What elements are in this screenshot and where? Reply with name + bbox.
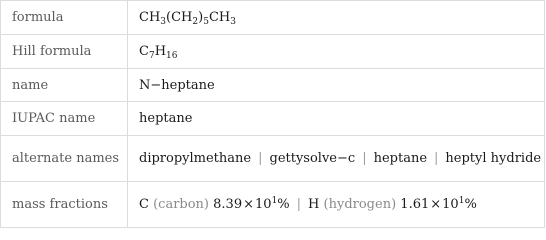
row-label: formula [1, 1, 128, 35]
formula-text: (CH [166, 10, 193, 25]
row-label: IUPAC name [1, 102, 128, 136]
fraction-exponent: 1 [458, 196, 465, 206]
formula-subscript: 3 [160, 17, 167, 27]
alternate-name: heptyl hydride [445, 150, 542, 166]
formula-text: CH [208, 10, 231, 25]
table-row [1, 69, 545, 102]
separator: | [434, 150, 439, 166]
fraction-mantissa: 8.39 [213, 197, 243, 212]
element-symbol: H [308, 197, 320, 212]
alternate-name: gettysolve−c [269, 150, 356, 166]
times-sign: × [430, 197, 442, 212]
row-label: Hill formula [1, 35, 128, 69]
table-row [1, 1, 545, 35]
formula-text: CH [139, 10, 161, 25]
iupac-name-value: heptane [128, 102, 545, 136]
fraction-unit: % [277, 197, 290, 212]
hill-formula-value [128, 35, 545, 69]
mass-fractions-value [128, 182, 545, 228]
formula-subscript: 2 [192, 17, 199, 27]
formula-subscript: 7 [148, 51, 155, 61]
element-symbol: C [139, 197, 149, 212]
alternate-name: dipropylmethane [139, 150, 252, 166]
row-label: name [1, 69, 128, 102]
formula-value [128, 1, 545, 35]
formula-text: C [139, 44, 149, 59]
times-sign: × [243, 197, 255, 212]
separator: | [258, 150, 263, 166]
alternate-names-value [128, 136, 545, 182]
fraction-mantissa: 1.61 [400, 197, 430, 212]
fraction-exponent: 1 [271, 196, 278, 206]
formula-subscript: 3 [230, 17, 236, 27]
name-value: N−heptane [128, 69, 545, 102]
table-row [1, 182, 545, 228]
alternate-name: heptane [373, 150, 428, 166]
element-name: (hydrogen) [323, 197, 397, 212]
table-row [1, 136, 545, 182]
element-name: (carbon) [153, 197, 210, 212]
row-label: alternate names [1, 136, 128, 182]
formula-text: H [154, 44, 167, 59]
table-row [1, 35, 545, 69]
fraction-base: 10 [442, 197, 459, 212]
formula-text: ) [198, 10, 204, 25]
fraction-base: 10 [255, 197, 272, 212]
formula-subscript: 5 [203, 17, 209, 27]
table-row [1, 102, 545, 136]
fraction-unit: % [464, 197, 477, 212]
row-label: mass fractions [1, 182, 128, 228]
separator: | [362, 150, 367, 166]
formula-subscript: 16 [166, 51, 178, 61]
separator: | [296, 197, 302, 212]
